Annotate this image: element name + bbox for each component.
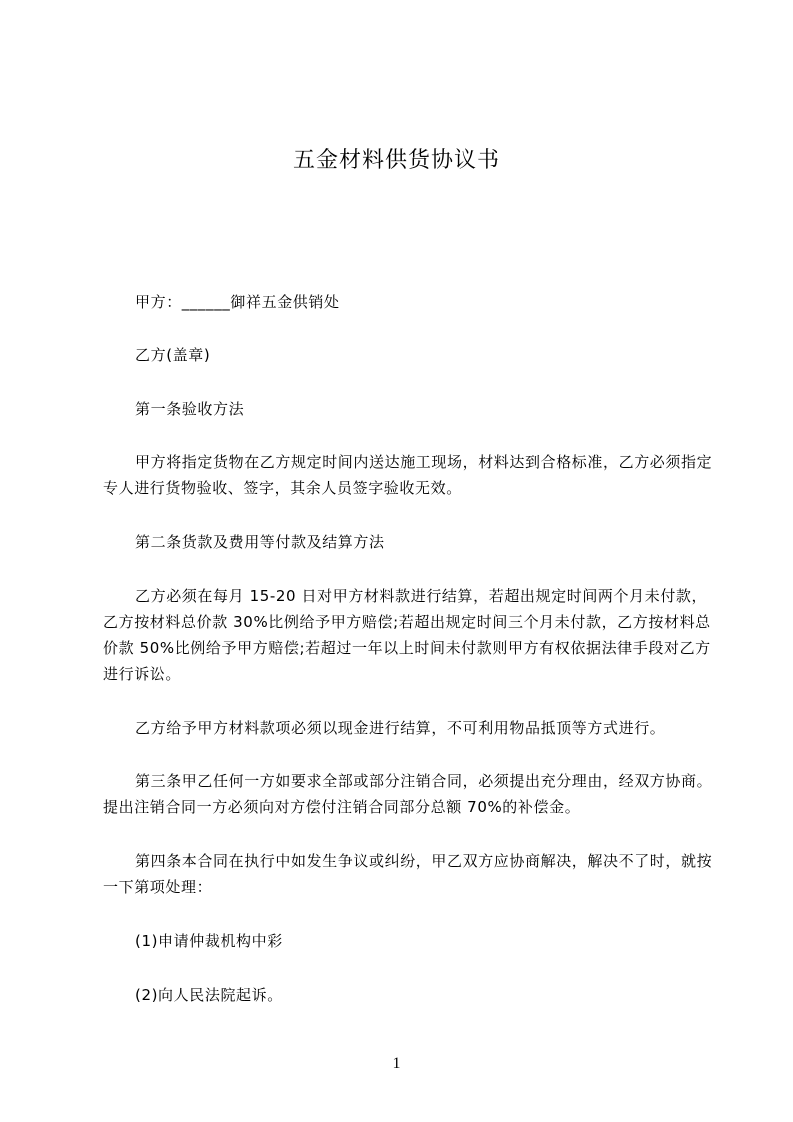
option-1-line: (1)申请仲裁机构中彩 [135, 932, 283, 950]
article-2-cash-clause: 乙方给予甲方材料款项必须以现金进行结算，不可利用物品抵顶等方式进行。 [135, 719, 666, 737]
article-4-body: 第四条本合同在执行中如发生争议或纠纷，甲乙双方应协商解决，解决不了时，就按一下第项处理： [103, 852, 713, 896]
article-1-heading: 第一条验收方法 [135, 400, 245, 418]
document-title: 五金材料供货协议书 [292, 148, 500, 173]
page-number: 1 [392, 1055, 401, 1072]
article-3-body: 第三条甲乙任何一方如要求全部或部分注销合同，必须提出充分理由，经双方协商。提出注销合同一方必须向对方偿付注销合同部分总额 70%的补偿金。 [103, 772, 713, 816]
party-a-line: 甲方：______御祥五金供销处 [135, 293, 340, 311]
party-b-line: 乙方(盖章) [135, 346, 211, 364]
option-2-line: (2)向人民法院起诉。 [135, 986, 283, 1004]
article-1-body: 甲方将指定货物在乙方规定时间内送达施工现场，材料达到合格标准，乙方必须指定专人进行货物验收、签字，其余人员签字验收无效。 [103, 453, 713, 497]
article-2-body: 乙方必须在每月 15-20 日对甲方材料款进行结算，若超出规定时间两个月未付款，乙方按材料总价款 30%比例给予甲方赔偿;若超出规定时间三个月未付款，乙方按材料总价款 50%比例给予甲方赔偿;若超过一年以上时间未付款则甲方有权依据法律手段对乙方进行诉讼。 [103, 587, 711, 683]
article-2-heading: 第二条货款及费用等付款及结算方法 [135, 533, 385, 551]
